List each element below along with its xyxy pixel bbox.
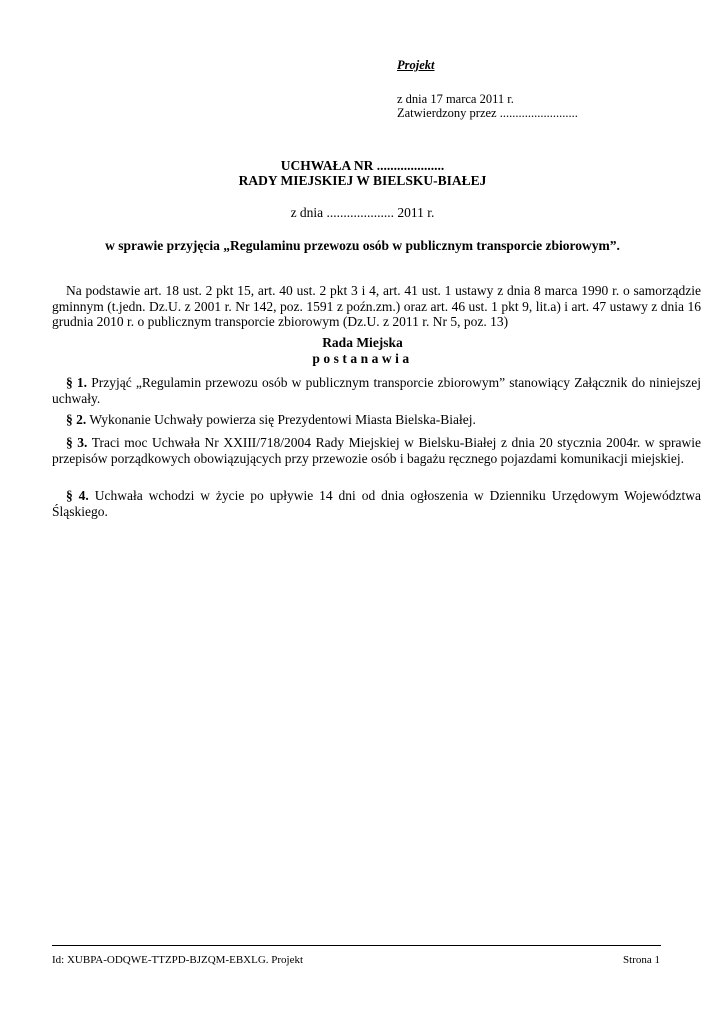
title-line-2: RADY MIEJSKIEJ W BIELSKU-BIAŁEJ xyxy=(238,173,487,188)
paragraph-number: § 4. xyxy=(66,488,89,503)
title-line-1: UCHWAŁA NR .................... xyxy=(280,158,445,173)
resolution-subject: w sprawie przyjęcia „Regulaminu przewozu osób w publicznym transporcie zbiorowym”. xyxy=(105,238,620,253)
footer-page-number: Strona 1 xyxy=(623,954,660,966)
paragraph-text: Uchwała wchodzi w życie po upływie 14 dni od dnia ogłoszenia w Dzienniku Urzędowym Województwa Śląskiego. xyxy=(52,488,702,519)
footer-divider xyxy=(52,945,661,946)
paragraph-number: § 3. xyxy=(66,435,88,450)
preamble-block xyxy=(52,283,701,330)
resolution-date: z dnia .................... 2011 r. xyxy=(290,205,435,220)
paragraph-text: Traci moc Uchwała Nr XXIII/718/2004 Rady Miejskiej w Bielsku-Białej z dnia 20 stycznia 2004r. w sprawie przepisów porządkowych obowiązujących przy przewozie osób i bagażu ręcznego pojazdami komunikacji miejskiej. xyxy=(52,435,702,466)
paragraph-number: § 1. xyxy=(66,375,88,390)
projekt-label: Projekt xyxy=(397,58,435,72)
header-date: z dnia 17 marca 2011 r. xyxy=(397,92,514,106)
resolution-title xyxy=(0,158,725,188)
approved-by: Zatwierdzony przez ......................... xyxy=(397,106,578,120)
footer-id: Id: XUBPA-ODQWE-TTZPD-BJZQM-EBXLG. Projekt xyxy=(52,954,304,966)
council-name: Rada Miejska xyxy=(322,335,403,350)
paragraph-1 xyxy=(52,375,701,406)
paragraph-4 xyxy=(52,488,701,519)
preamble: Na podstawie art. 18 ust. 2 pkt 15, art. 40 ust. 2 pkt 3 i 4, art. 41 ust. 1 ustawy z dnia 8 marca 1990 r. o samorządzie gminnym (t.jedn. Dz.U. z 2001 r. Nr 142, poz. 1591 z poźn.zm.) oraz art. 46 ust. 1 pkt 9, lit.a) i art. 47 ustawy z dnia 16 grudnia 2010 r. o publicznym transporcie zbiorowym (Dz.U. z 2011 r. Nr 5, poz. 13) xyxy=(52,283,701,329)
paragraph-2 xyxy=(52,412,701,428)
paragraph-3 xyxy=(52,435,701,466)
paragraph-number: § 2. xyxy=(66,412,87,427)
council-decides: postanawia xyxy=(312,351,413,366)
paragraph-text: Przyjąć „Regulamin przewozu osób w publicznym transporcie zbiorowym” stanowiący Załącznik do niniejszej uchwały. xyxy=(52,375,702,406)
council-heading xyxy=(0,335,725,367)
paragraph-text: Wykonanie Uchwały powierza się Prezydentowi Miasta Bielska-Białej. xyxy=(86,412,476,427)
header-block xyxy=(397,58,578,120)
